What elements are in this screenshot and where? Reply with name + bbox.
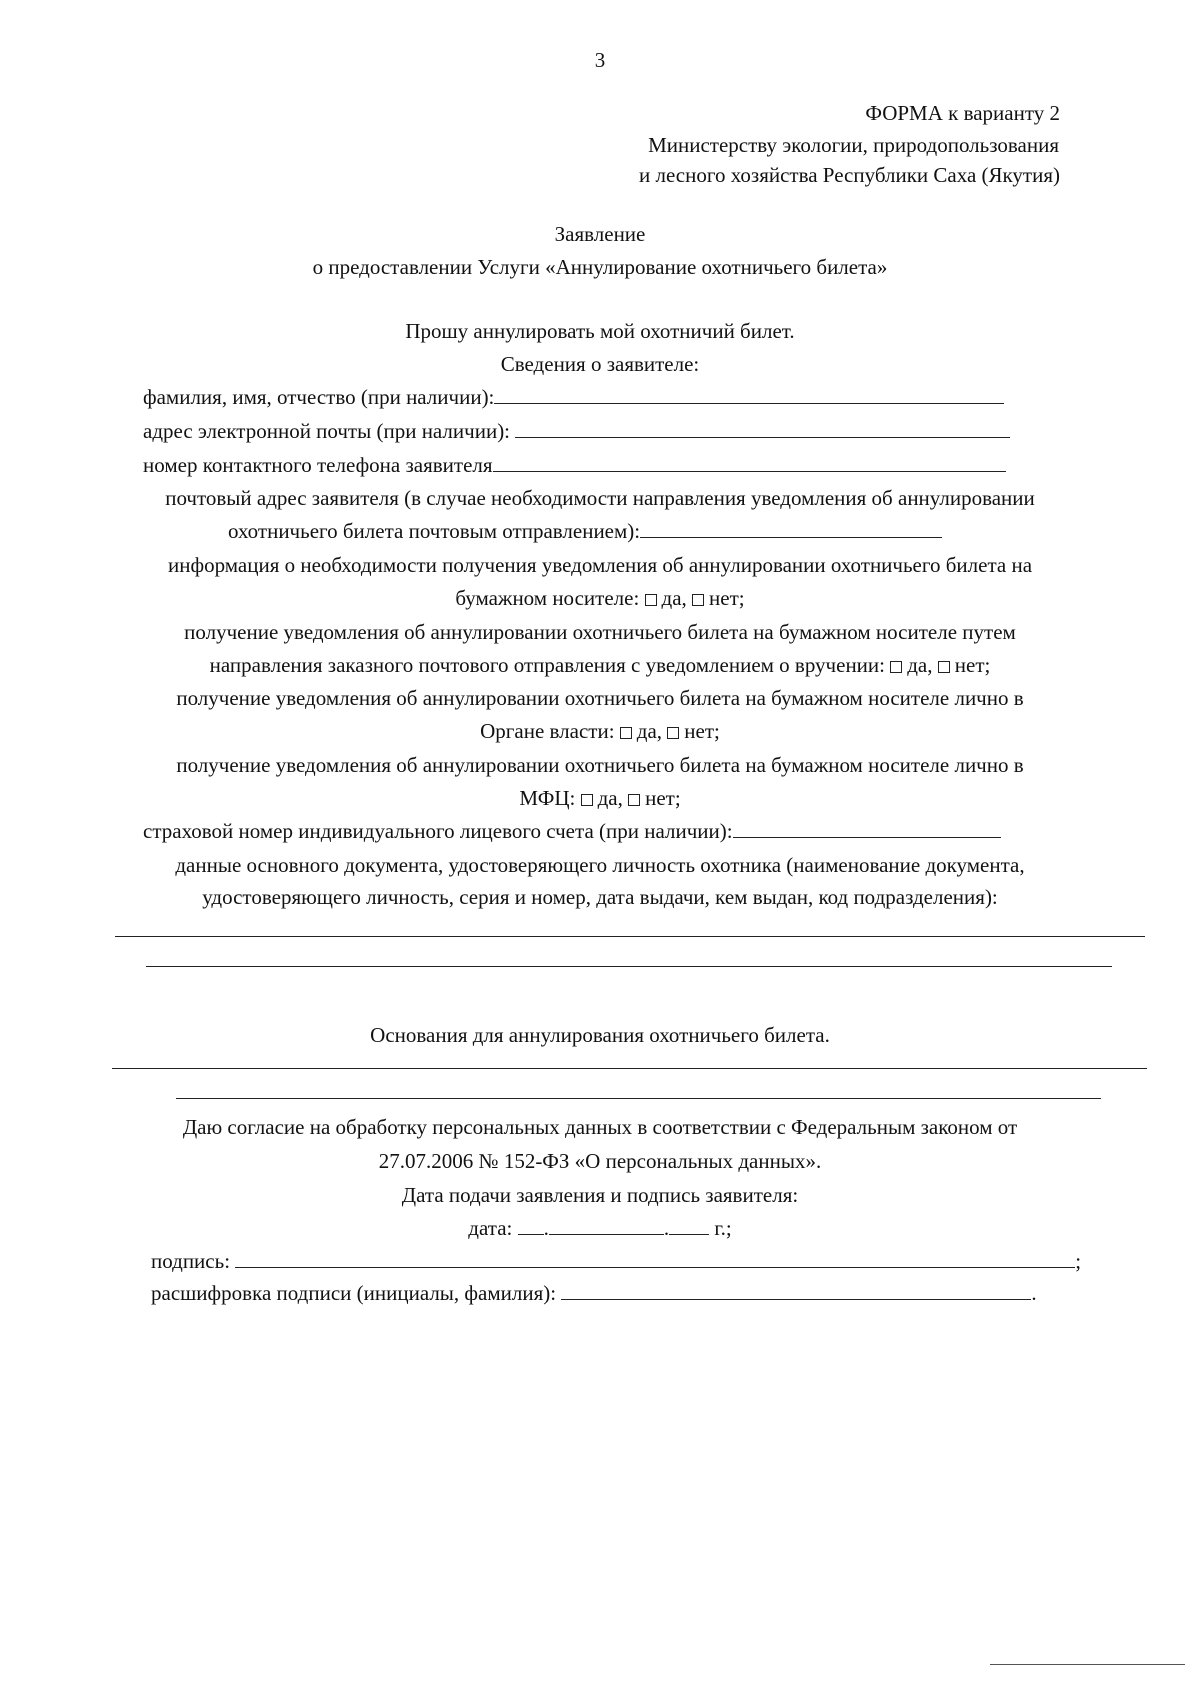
postal-address-input-line[interactable] <box>640 536 942 538</box>
no-option-label: нет; <box>954 653 991 677</box>
registered-mail-label-line-1: получение уведомления об аннулировании охотничьего билета на бумажном носителе путем <box>184 620 1016 644</box>
yes-option-label: да, <box>661 586 687 610</box>
in-person-mfc-yes-checkbox[interactable] <box>581 794 593 806</box>
id-document-input-line-2[interactable] <box>146 966 1112 967</box>
paper-info-yes-checkbox[interactable] <box>645 594 657 606</box>
request-text: Прошу аннулировать мой охотничий билет. <box>405 319 795 343</box>
no-option-label: нет; <box>709 586 745 610</box>
in-person-mfc-no-checkbox[interactable] <box>628 794 640 806</box>
signature-label: подпись: <box>151 1249 231 1273</box>
date-day-line[interactable] <box>518 1233 544 1235</box>
registered-mail-choice <box>0 655 1200 676</box>
email-input-line[interactable] <box>515 436 1010 438</box>
in-person-authority-label-line-1: получение уведомления об аннулировании охотничьего билета на бумажном носителе лично в <box>176 686 1024 710</box>
no-option-label: нет; <box>645 786 681 810</box>
footer-rule <box>990 1664 1185 1665</box>
registered-mail-no-checkbox[interactable] <box>938 661 950 673</box>
document-subtitle: о предоставлении Услуги «Аннулирование охотничьего билета» <box>312 255 888 279</box>
in-person-mfc-label-line-2: МФЦ: <box>519 786 576 810</box>
paper-info-label-line-2: бумажном носителе: <box>455 586 640 610</box>
addressee-line-1: Министерству экологии, природопользования <box>648 133 1059 157</box>
snils-label: страховой номер индивидуального лицевого счета (при наличии): <box>143 819 733 843</box>
in-person-authority-no-checkbox[interactable] <box>667 727 679 739</box>
yes-option-label: да, <box>597 786 623 810</box>
date-separator: . <box>543 1216 549 1240</box>
form-variant-label: ФОРМА к варианту 2 <box>865 101 1060 125</box>
signature-decoding-label: расшифровка подписи (инициалы, фамилия): <box>151 1281 557 1305</box>
consent-text-line-2: 27.07.2006 № 152-ФЗ «О персональных данных». <box>378 1149 822 1173</box>
full-name-input-line[interactable] <box>494 402 1004 404</box>
date-label: дата: <box>468 1216 513 1240</box>
postal-address-label-line-1: почтовый адрес заявителя (в случае необходимости направления уведомления об аннулировании <box>165 486 1035 510</box>
document-title: Заявление <box>554 222 646 246</box>
phone-input-line[interactable] <box>493 470 1006 472</box>
date-month-line[interactable] <box>549 1233 664 1235</box>
full-name-field[interactable] <box>143 387 1004 408</box>
email-label: адрес электронной почты (при наличии): <box>143 419 511 443</box>
postal-address-field[interactable] <box>228 521 942 542</box>
grounds-input-line-1[interactable] <box>112 1068 1147 1069</box>
yes-option-label: да, <box>907 653 933 677</box>
phone-field[interactable] <box>143 455 1006 476</box>
signature-field[interactable] <box>151 1251 1081 1272</box>
consent-text-line-1: Даю согласие на обработку персональных данных в соответствии с Федеральным законом от <box>182 1115 1018 1139</box>
registered-mail-yes-checkbox[interactable] <box>890 661 902 673</box>
in-person-authority-choice <box>0 721 1200 742</box>
registered-mail-label-line-2: направления заказного почтового отправления с уведомлением о вручении: <box>209 653 885 677</box>
applicant-heading: Сведения о заявителе: <box>500 352 700 376</box>
signature-input-line[interactable] <box>235 1266 1075 1268</box>
addressee-line-2: и лесного хозяйства Республики Саха (Якутия) <box>638 163 1060 187</box>
date-separator: . <box>663 1216 670 1240</box>
full-name-label: фамилия, имя, отчество (при наличии): <box>143 385 495 409</box>
no-option-label: нет; <box>684 719 720 743</box>
phone-label: номер контактного телефона заявителя <box>143 453 493 477</box>
signature-decoding-line-end: . <box>1031 1281 1037 1305</box>
grounds-input-line-2[interactable] <box>176 1098 1101 1099</box>
signature-line-end: ; <box>1075 1249 1082 1273</box>
signature-decoding-input-line[interactable] <box>561 1298 1031 1300</box>
id-document-label-line-1: данные основного документа, удостоверяющего личность охотника (наименование документа, <box>175 853 1025 877</box>
in-person-mfc-label-line-1: получение уведомления об аннулировании охотничьего билета на бумажном носителе лично в <box>176 753 1024 777</box>
date-year-suffix: г.; <box>714 1216 732 1240</box>
signature-block-heading: Дата подачи заявления и подпись заявителя: <box>401 1183 799 1207</box>
in-person-authority-label-line-2: Органе власти: <box>480 719 615 743</box>
date-field[interactable] <box>0 1218 1200 1239</box>
paper-info-choice <box>0 588 1200 609</box>
paper-info-label-line-1: информация о необходимости получения уведомления об аннулировании охотничьего билета на <box>167 553 1033 577</box>
postal-address-label-line-2: охотничьего билета почтовым отправлением): <box>228 519 641 543</box>
in-person-mfc-choice <box>0 788 1200 809</box>
snils-field[interactable] <box>143 821 1001 842</box>
id-document-input-line-1[interactable] <box>115 936 1145 937</box>
snils-input-line[interactable] <box>733 836 1001 838</box>
paper-info-no-checkbox[interactable] <box>692 594 704 606</box>
id-document-label-line-2: удостоверяющего личность, серия и номер, дата выдачи, кем выдан, код подразделения): <box>202 885 998 909</box>
grounds-heading: Основания для аннулирования охотничьего билета. <box>370 1023 830 1047</box>
signature-decoding-field[interactable] <box>151 1283 1037 1304</box>
page-number: 3 <box>594 48 606 72</box>
yes-option-label: да, <box>636 719 663 743</box>
email-field[interactable] <box>143 421 1010 442</box>
date-year-line[interactable] <box>669 1233 709 1235</box>
in-person-authority-yes-checkbox[interactable] <box>620 727 632 739</box>
